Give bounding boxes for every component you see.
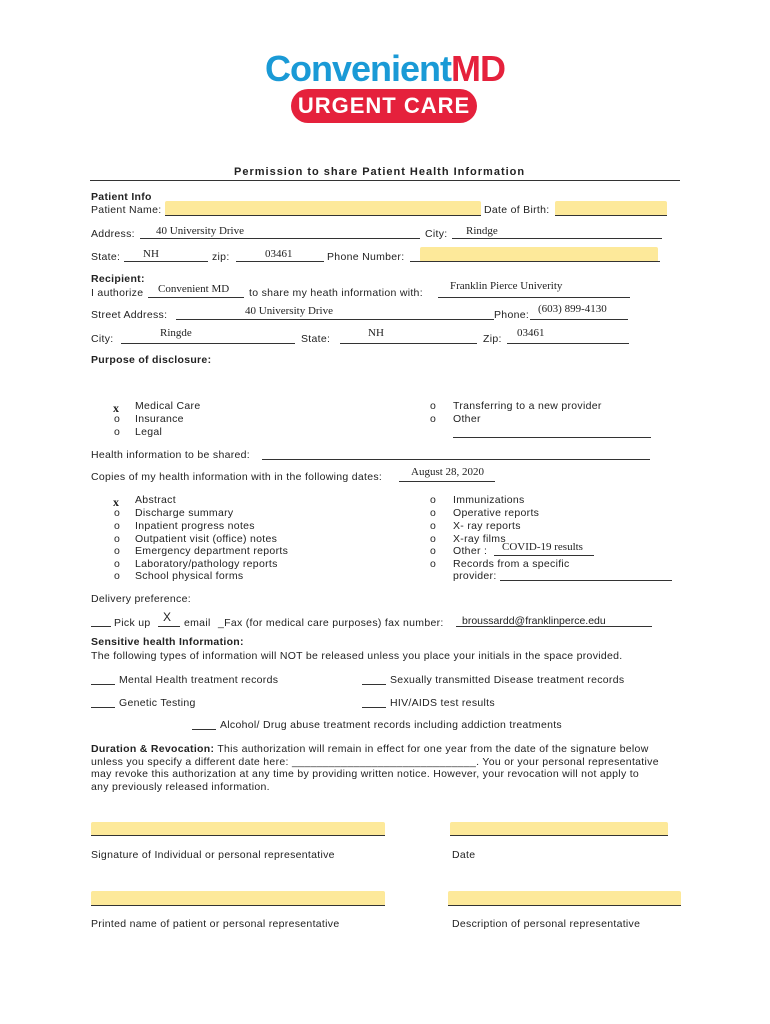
street-address-underline <box>176 306 494 320</box>
printed-name-underline <box>91 891 385 906</box>
dob-underline <box>555 202 667 216</box>
duration-line-1 <box>91 743 649 755</box>
date-underline <box>450 822 668 836</box>
recipient-state-underline <box>340 330 477 344</box>
street-address-label: Street Address: <box>91 309 168 321</box>
purpose-legal-mark[interactable]: o <box>114 426 120 438</box>
copies-records-mark[interactable]: o <box>430 558 436 570</box>
share-with-value[interactable]: Franklin Pierce Univerity <box>450 280 563 292</box>
health-info-underline[interactable] <box>262 447 650 460</box>
pickup-underline[interactable] <box>91 615 111 627</box>
patient-name-underline <box>165 202 481 216</box>
copies-emergency-label: Emergency department reports <box>135 545 289 557</box>
email-mark[interactable]: X <box>163 610 172 624</box>
pickup-label: Pick up <box>114 617 151 629</box>
copies-outpatient-label: Outpatient visit (office) notes <box>135 533 278 545</box>
purpose-insurance-mark[interactable]: o <box>114 413 120 425</box>
health-info-label: Health information to be shared: <box>91 449 251 461</box>
patient-name-label: Patient Name: <box>91 204 162 216</box>
copies-records-label: Records from a specific <box>453 558 570 570</box>
mental-health-initials[interactable] <box>91 673 115 685</box>
genetic-initials[interactable] <box>91 696 115 708</box>
copies-other-mark[interactable]: o <box>430 545 436 557</box>
purpose-other-underline[interactable] <box>453 425 651 438</box>
purpose-medical-care-label: Medical Care <box>135 400 201 412</box>
recipient-phone-label: Phone: <box>494 309 530 321</box>
patient-info-heading: Patient Info <box>91 191 152 203</box>
purpose-medical-care-mark[interactable]: x <box>113 401 119 415</box>
copies-operative-label: Operative reports <box>453 507 540 519</box>
sensitive-heading: Sensitive health Information: <box>91 636 244 648</box>
purpose-insurance-label: Insurance <box>135 413 184 425</box>
genetic-label: Genetic Testing <box>119 697 196 709</box>
purpose-transfer-mark[interactable]: o <box>430 400 436 412</box>
copies-immunizations-label: Immunizations <box>453 494 525 506</box>
recipient-zip-value[interactable]: 03461 <box>517 327 545 339</box>
duration-text-1: This authorization will remain in effect for one year from the date of the signature below <box>217 743 649 755</box>
duration-heading: Duration & Revocation: <box>91 743 215 755</box>
copies-provider-label: provider: <box>453 570 497 582</box>
address-value[interactable]: 40 University Drive <box>156 225 244 237</box>
zip-label: zip: <box>212 251 230 263</box>
recipient-state-value[interactable]: NH <box>368 327 384 339</box>
email-label: email <box>184 617 211 629</box>
copies-other-label: Other : <box>453 545 488 557</box>
recipient-city-underline <box>121 330 295 344</box>
brand-name-part1: Convenient <box>265 48 452 89</box>
copies-operative-mark[interactable]: o <box>430 507 436 519</box>
signature-label: Signature of Individual or personal representative <box>91 849 335 861</box>
copies-dates-value[interactable]: August 28, 2020 <box>411 466 485 478</box>
signature-underline <box>91 822 385 836</box>
zip-value[interactable]: 03461 <box>265 248 293 260</box>
state-label: State: <box>91 251 121 263</box>
copies-immunizations-mark[interactable]: o <box>430 494 436 506</box>
fax-label: _Fax (for medical care purposes) fax number: <box>218 617 444 629</box>
copies-outpatient-mark[interactable]: o <box>114 533 120 545</box>
phone-number-underline <box>410 248 660 262</box>
delivery-heading: Delivery preference: <box>91 593 191 605</box>
copies-lab-label: Laboratory/pathology reports <box>135 558 278 570</box>
hiv-label: HIV/AIDS test results <box>390 697 495 709</box>
recipient-heading: Recipient: <box>91 273 145 285</box>
recipient-city-value[interactable]: Ringde <box>160 327 192 339</box>
fax-value[interactable]: broussardd@franklinperce.edu <box>462 615 606 627</box>
copies-abstract-label: Abstract <box>135 494 176 506</box>
copies-lab-mark[interactable]: o <box>114 558 120 570</box>
std-initials[interactable] <box>362 673 386 685</box>
representative-description-underline <box>448 891 681 906</box>
purpose-legal-label: Legal <box>135 426 163 438</box>
copies-discharge-mark[interactable]: o <box>114 507 120 519</box>
patient-city-label: City: <box>425 228 448 240</box>
brand-logo <box>265 48 505 90</box>
recipient-phone-value[interactable]: (603) 899-4130 <box>538 303 607 315</box>
purpose-other-label: Other <box>453 413 481 425</box>
copies-school-mark[interactable]: o <box>114 570 120 582</box>
recipient-city-label: City: <box>91 333 114 345</box>
alcohol-label: Alcohol/ Drug abuse treatment records including addiction treatments <box>220 719 562 731</box>
duration-line-2: unless you specify a different date here: ______________________________. You or your personal representative <box>91 756 659 768</box>
hiv-initials[interactable] <box>362 696 386 708</box>
copies-xray-reports-label: X- ray reports <box>453 520 521 532</box>
recipient-state-label: State: <box>301 333 331 345</box>
copies-abstract-mark[interactable]: x <box>113 495 119 509</box>
copies-xray-reports-mark[interactable]: o <box>430 520 436 532</box>
phone-number-label: Phone Number: <box>327 251 405 263</box>
copies-school-label: School physical forms <box>135 570 244 582</box>
sensitive-intro: The following types of information will NOT be released unless you place your initials in the space provided. <box>91 650 623 662</box>
brand-tagline: URGENT CARE <box>291 89 477 123</box>
representative-description-label: Description of personal representative <box>452 918 641 930</box>
share-with-label: to share my heath information with: <box>249 287 423 299</box>
state-underline <box>124 249 208 262</box>
alcohol-initials[interactable] <box>192 718 216 730</box>
mental-health-label: Mental Health treatment records <box>119 674 279 686</box>
street-address-value[interactable]: 40 University Drive <box>245 305 333 317</box>
authorize-label: I authorize <box>91 287 144 299</box>
copies-xray-films-mark[interactable]: o <box>430 533 436 545</box>
std-label: Sexually transmitted Disease treatment records <box>390 674 625 686</box>
copies-inpatient-mark[interactable]: o <box>114 520 120 532</box>
state-value[interactable]: NH <box>143 248 159 260</box>
patient-city-value[interactable]: Rindge <box>466 225 498 237</box>
copies-inpatient-label: Inpatient progress notes <box>135 520 255 532</box>
purpose-other-mark[interactable]: o <box>430 413 436 425</box>
brand-name-part2: MD <box>451 48 506 89</box>
title-divider <box>90 180 680 181</box>
duration-line-3: may revoke this authorization at any time by providing written notice. However, your revocation will not apply to <box>91 768 640 780</box>
copies-provider-underline[interactable] <box>500 568 672 581</box>
copies-other-value[interactable]: COVID-19 results <box>502 541 583 553</box>
copies-discharge-label: Discharge summary <box>135 507 234 519</box>
duration-line-4: any previously released information. <box>91 781 270 793</box>
purpose-transfer-label: Transferring to a new provider <box>453 400 602 412</box>
authorize-value[interactable]: Convenient MD <box>158 283 230 295</box>
copies-dates-label: Copies of my health information with in the following dates: <box>91 471 383 483</box>
dob-label: Date of Birth: <box>484 204 550 216</box>
address-label: Address: <box>91 228 135 240</box>
recipient-zip-label: Zip: <box>483 333 502 345</box>
copies-xray-films-label: X-ray films <box>453 533 506 545</box>
purpose-heading: Purpose of disclosure: <box>91 354 212 366</box>
date-label: Date <box>452 849 476 861</box>
copies-emergency-mark[interactable]: o <box>114 545 120 557</box>
printed-name-label: Printed name of patient or personal representative <box>91 918 340 930</box>
page-title: Permission to share Patient Health Information <box>234 166 526 178</box>
